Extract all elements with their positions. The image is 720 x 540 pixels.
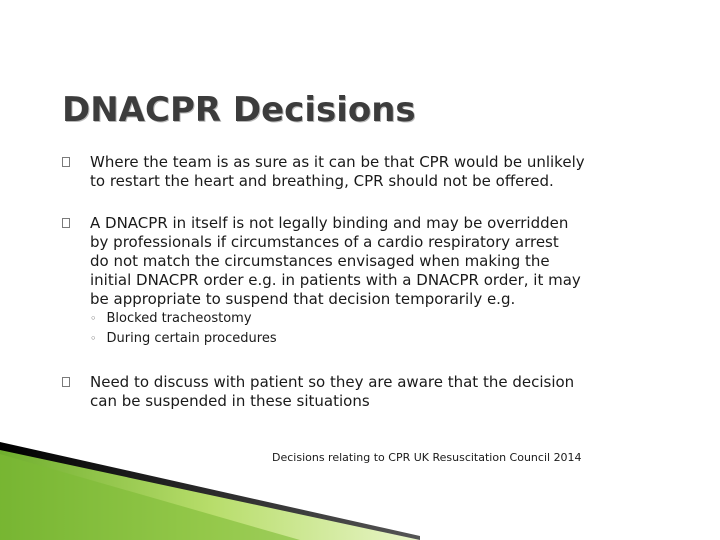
bullet-text: A DNACPR in itself is not legally binding and may be overridden by professionals if circumstances of a cardio respiratory arrest do not match the circumstances envisaged when making the initial DNACPR order e.g. in patients with a DNACPR order, it may be appropriate to suspend that decision temporarily e.g. [90, 214, 581, 308]
bullet-text: Need to discuss with patient so they are aware that the decision can be suspended in these situations [90, 373, 575, 410]
square-bullet-icon [62, 157, 70, 167]
ring-bullet-icon: ◦ [90, 312, 97, 325]
sub-bullet-item [90, 310, 252, 328]
slide-title: DNACPR Decisions [62, 90, 416, 130]
ring-bullet-icon: ◦ [90, 332, 97, 345]
square-bullet-icon [62, 377, 70, 387]
sub-bullet-text: During certain procedures [106, 331, 277, 346]
bullet-text: Where the team is as sure as it can be that CPR would be unlikely to restart the heart and breathing, CPR should not be offered. [90, 153, 585, 190]
square-bullet-icon [62, 218, 70, 228]
sub-bullet-text: Blocked tracheostomy [106, 311, 252, 326]
citation-text: Decisions relating to CPR UK Resuscitation Council 2014 [272, 451, 582, 464]
sub-bullet-item [90, 330, 277, 348]
